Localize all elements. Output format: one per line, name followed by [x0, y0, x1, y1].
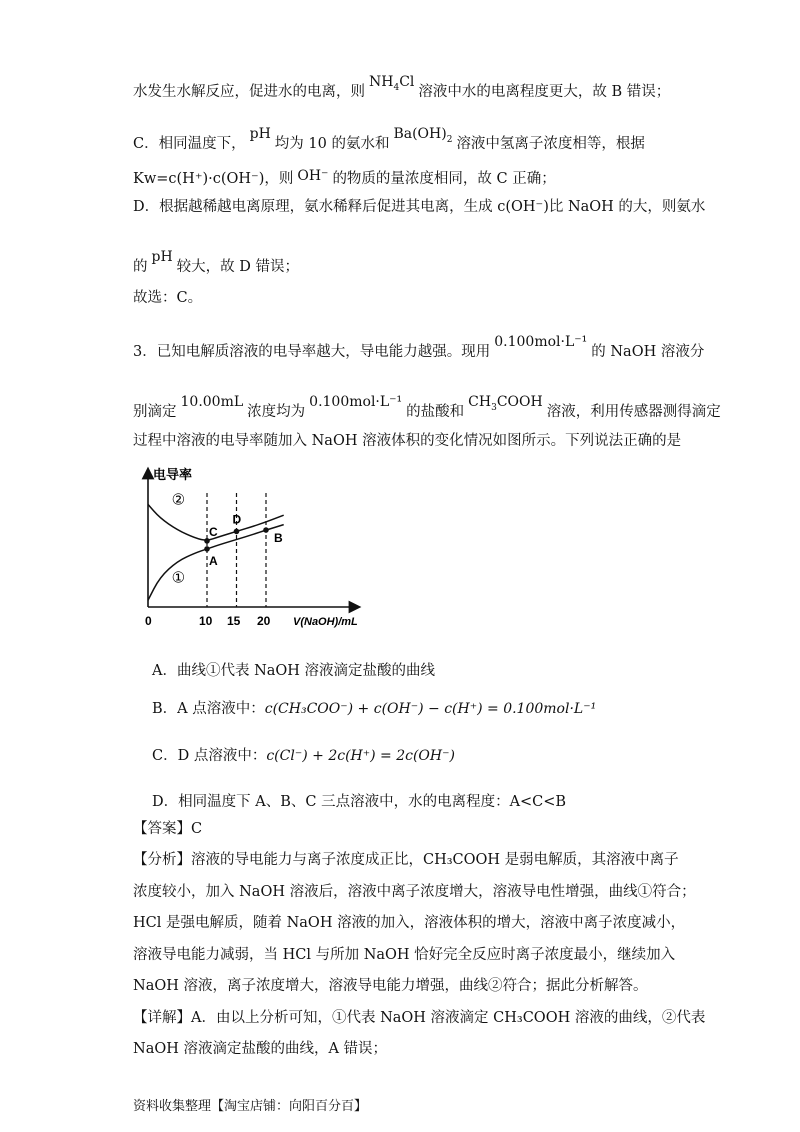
point-A: [204, 546, 210, 552]
formula-ph: pH: [151, 249, 173, 265]
formula-nh4cl: $NH_4Cl$: [369, 74, 415, 93]
formula-oh: OH⁻: [297, 168, 329, 184]
point-label-C: C: [209, 524, 218, 539]
point-label-A: A: [209, 553, 218, 568]
answer-line: 【答案】C: [133, 821, 203, 837]
text: 溶液中水的电离程度更大，故 B 错误；: [418, 84, 671, 100]
analysis-line-1: 【分析】溶液的导电能力与离子浓度成正比，CH₃COOH 是弱电解质，其溶液中离子: [133, 852, 679, 868]
question-3-line-1: [133, 333, 704, 361]
text: 的 NaOH 溶液分: [591, 344, 705, 360]
text: 水发生水解反应，促进水的电离，则: [133, 84, 365, 100]
text: 的盐酸和: [406, 404, 465, 420]
kw-expression: Kw=c(H⁺)·c(OH⁻)，则: [133, 171, 294, 187]
x-axis-label: V(NaOH)/mL: [293, 616, 358, 628]
text-line-2: [133, 125, 645, 153]
conductivity-chart: [133, 463, 393, 635]
y-axis-label: 电导率: [153, 467, 193, 482]
formula-concentration: 0.100mol·L⁻¹: [494, 334, 588, 350]
text-line-6: 故选：C。: [133, 290, 203, 306]
text: 别滴定: [133, 404, 177, 420]
footer-note: 资料收集整理【淘宝店铺：向阳百分百】: [133, 1099, 368, 1114]
text: 溶液，利用传感器测得滴定: [546, 404, 721, 420]
option-d: D．相同温度下 A、B、C 三点溶液中，水的电离程度：A<C<B: [152, 794, 567, 810]
text: C．相同温度下，: [133, 136, 246, 152]
option-b: [152, 700, 596, 718]
formula-ch3cooh: $CH_3COOH$: [468, 394, 543, 413]
tick-label-20: 20: [257, 614, 271, 628]
tick-label-10: 10: [199, 614, 213, 628]
text: B．A 点溶液中：: [152, 701, 265, 717]
text: 的: [133, 259, 148, 275]
analysis-line-2: 浓度较小，加入 NaOH 溶液后，溶液中离子浓度增大，溶液导电性增强，曲线①符合；: [133, 884, 696, 900]
analysis-line-3: HCl 是强电解质，随着 NaOH 溶液的加入，溶液体积的增大，溶液中离子浓度减小，: [133, 915, 686, 931]
formula-baoh2: $Ba(OH)_2$: [393, 126, 453, 145]
option-a: A．曲线①代表 NaOH 溶液滴定盐酸的曲线: [152, 663, 436, 679]
text: C．D 点溶液中：: [152, 748, 267, 764]
formula-volume: 10.00mL: [180, 394, 244, 410]
text-line-3: [133, 167, 556, 188]
tick-label-15: 15: [227, 614, 241, 628]
point-label-D: D: [232, 512, 242, 527]
equation-c: c(Cl⁻) + 2c(H⁺) = 2c(OH⁻): [266, 748, 455, 764]
text: 浓度均为: [247, 404, 306, 420]
text: 均为 10 的氨水和: [274, 136, 390, 152]
point-C: [204, 538, 210, 544]
text-line-1: [133, 73, 670, 101]
text: 的物质的量浓度相同，故 C 正确；: [332, 171, 556, 187]
formula-concentration: 0.100mol·L⁻¹: [309, 394, 403, 410]
series-label-2: ②: [171, 490, 186, 509]
point-D: [234, 529, 240, 535]
equation-b: c(CH₃COO⁻) + c(OH⁻) − c(H⁺) = 0.100mol·L⁻¹: [264, 701, 597, 717]
tick-label-0: 0: [145, 614, 152, 628]
text-line-5: [133, 248, 299, 276]
text-line-4: D．根据越稀越电离原理，氨水稀释后促进其电离，生成 c(OH⁻)比 NaOH 的大，则氨水: [133, 199, 706, 215]
question-3-line-2: [133, 393, 721, 421]
analysis-line-4: 溶液导电能力减弱，当 HCl 与所加 NaOH 恰好完全反应时离子浓度最小，继续加入: [133, 947, 676, 963]
series-label-1: ①: [171, 568, 186, 587]
text: 3．已知电解质溶液的电导率越大，导电能力越强。现用: [133, 344, 491, 360]
point-label-B: B: [274, 531, 283, 546]
option-c: [152, 747, 455, 765]
analysis-line-5: NaOH 溶液，离子浓度增大，溶液导电能力增强，曲线②符合；据此分析解答。: [133, 978, 648, 994]
formula-ph: pH: [249, 126, 271, 142]
detail-line-1: 【详解】A．由以上分析可知，①代表 NaOH 溶液滴定 CH₃COOH 溶液的曲线，②代表: [133, 1010, 706, 1026]
text: 溶液中氢离子浓度相等，根据: [456, 136, 645, 152]
question-3-line-3: 过程中溶液的电导率随加入 NaOH 溶液体积的变化情况如图所示。下列说法正确的是: [133, 433, 682, 449]
point-B: [263, 527, 269, 533]
detail-line-2: NaOH 溶液滴定盐酸的曲线，A 错误；: [133, 1041, 388, 1057]
text: 较大，故 D 错误；: [176, 259, 300, 275]
